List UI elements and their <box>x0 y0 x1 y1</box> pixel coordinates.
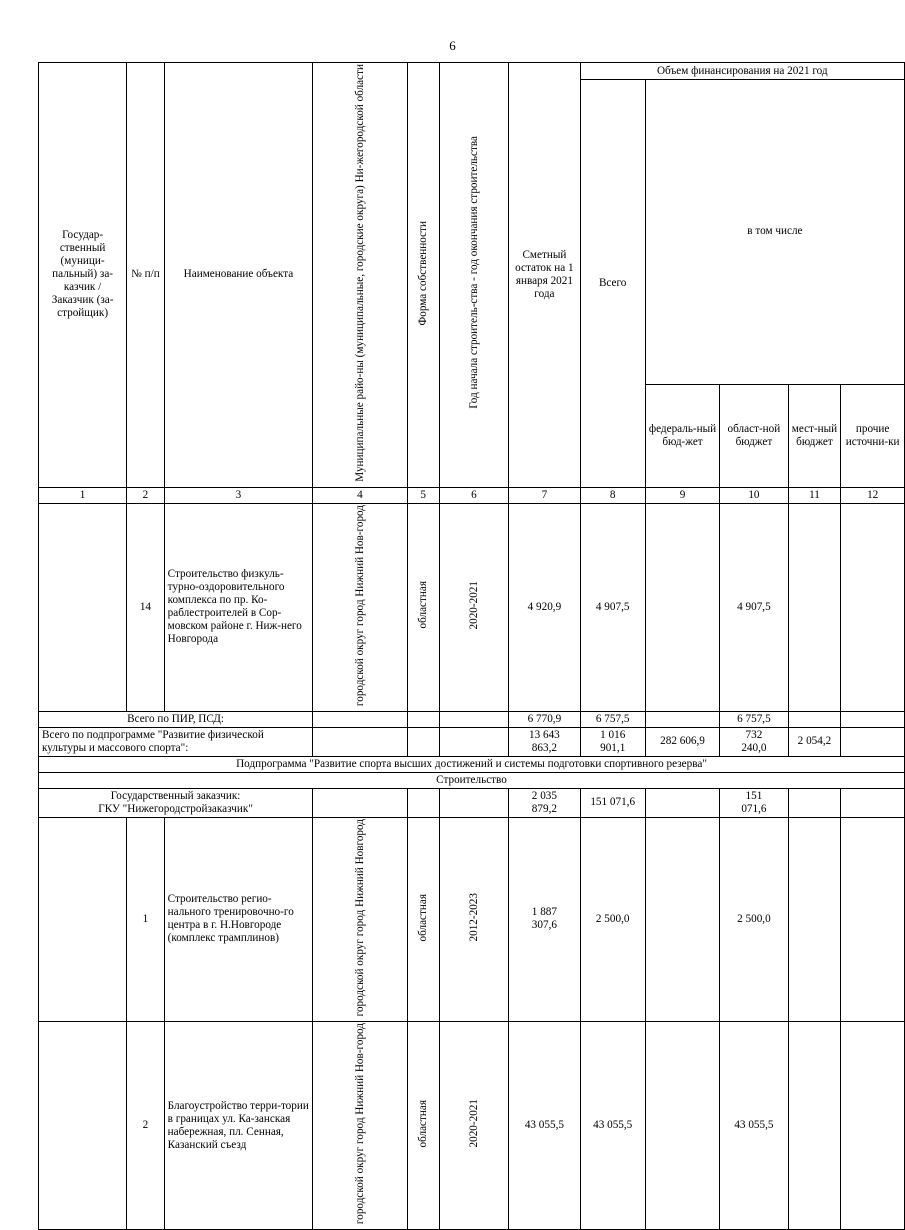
investment-table <box>38 62 905 1230</box>
estimate-line-1: 13 643 <box>529 728 560 741</box>
federal <box>645 788 719 817</box>
municipality-cell <box>313 1022 408 1230</box>
col-number: 1 <box>39 487 127 503</box>
federal: 282 606,9 <box>645 727 719 756</box>
years: 2012-2023 <box>467 893 480 942</box>
estimate-line-2: 307,6 <box>531 919 557 932</box>
years-cell <box>439 817 509 1021</box>
estimate: 43 055,5 <box>509 1022 580 1230</box>
years-cell <box>439 1022 509 1230</box>
ownership: областная <box>416 581 429 629</box>
empty-cell <box>313 788 408 817</box>
col-number: 11 <box>788 487 841 503</box>
row-num: 1 <box>127 817 164 1021</box>
table-row-object-1 <box>39 817 905 1021</box>
table-row-state-customer <box>39 788 905 817</box>
header-years: Год начала строитель-ства - год окончания строительства <box>467 136 480 410</box>
object-name: Строительство физкуль-турно-оздоровительного комплекса по пр. Ко-раблестроителей в Сор-мовском районе г. Ниж-него Новгорода <box>164 503 313 711</box>
empty-cell <box>39 1022 127 1230</box>
header-num: № п/п <box>127 63 164 488</box>
empty-cell <box>313 727 408 756</box>
municipality: городской округ город Нижний Нов-город <box>353 1023 366 1225</box>
empty-cell <box>439 711 509 727</box>
total-line-2: 901,1 <box>600 741 626 754</box>
empty-cell <box>407 727 439 756</box>
years-cell <box>439 503 509 711</box>
header-federal: федераль-ный бюд-жет <box>645 384 719 487</box>
total: 6 757,5 <box>580 711 645 727</box>
municipality-cell <box>313 817 408 1021</box>
col-number: 2 <box>127 487 164 503</box>
header-ownership-cell <box>407 63 439 488</box>
estimate: 4 920,9 <box>509 503 580 711</box>
table-row-object-2 <box>39 1022 905 1230</box>
header-local: мест-ный бюджет <box>788 384 841 487</box>
estimate: 6 770,9 <box>509 711 580 727</box>
municipality: городской округ город Нижний Новгород <box>353 818 366 1017</box>
local <box>788 788 841 817</box>
table-row-pir-total <box>39 711 905 727</box>
ownership-cell <box>407 1022 439 1230</box>
ownership: областная <box>416 893 429 942</box>
other <box>841 503 905 711</box>
other <box>841 711 905 727</box>
col-number: 7 <box>509 487 580 503</box>
header-object-name: Наименование объекта <box>164 63 313 488</box>
header-regional: област-ной бюджет <box>720 384 788 487</box>
subprogram-title: Подпрограмма "Развитие спорта высших достижений и системы подготовки спортивного резерва" <box>39 756 905 772</box>
local <box>788 503 841 711</box>
column-numbers-row <box>39 487 905 503</box>
page-number: 6 <box>449 38 456 53</box>
total: 4 907,5 <box>580 503 645 711</box>
object-name: Строительство регио-нального тренировочно-го центра в г. Н.Новгороде (комплекс трамплинов) <box>164 817 313 1021</box>
regional: 43 055,5 <box>720 1022 788 1230</box>
row-num: 2 <box>127 1022 164 1230</box>
header-ownership: Форма собственности <box>416 220 429 326</box>
local <box>788 711 841 727</box>
empty-cell <box>39 503 127 711</box>
regional-line-2: 240,0 <box>741 741 767 754</box>
header-customer: Государ-ственный (муници-пальный) за-казчик / Заказчик (за-стройщик) <box>39 63 127 488</box>
other <box>841 817 905 1021</box>
years: 2020-2021 <box>467 1099 480 1148</box>
header-municipality-cell <box>313 63 408 488</box>
municipality-cell <box>313 503 408 711</box>
empty-cell <box>407 788 439 817</box>
object-name: Благоустройство терри-тории в границах ул. Ка-занская набережная, пл. Сенная, Казанский съезд <box>164 1022 313 1230</box>
col-number: 10 <box>720 487 788 503</box>
estimate-line-2: 863,2 <box>531 741 557 754</box>
estimate-line-1: 1 887 <box>531 906 557 919</box>
regional <box>720 727 788 756</box>
header-years-cell <box>439 63 509 488</box>
federal <box>645 817 719 1021</box>
regional-line-1: 151 <box>745 789 763 802</box>
header-total: Всего <box>580 80 645 488</box>
total: 151 071,6 <box>580 788 645 817</box>
local <box>788 817 841 1021</box>
estimate <box>509 817 580 1021</box>
other <box>841 788 905 817</box>
header-estimate: Сметный остаток на 1 января 2021 года <box>509 63 580 488</box>
estimate-line-1: 2 035 <box>531 789 557 802</box>
col-number: 3 <box>164 487 313 503</box>
row-num: 14 <box>127 503 164 711</box>
col-number: 6 <box>439 487 509 503</box>
ownership: областная <box>416 1099 429 1148</box>
customer-label-line-1: Государственный заказчик: <box>110 789 241 802</box>
regional <box>720 788 788 817</box>
local: 2 054,2 <box>788 727 841 756</box>
years: 2020-2021 <box>467 581 480 630</box>
col-number: 12 <box>841 487 905 503</box>
estimate <box>509 788 580 817</box>
regional-line-1: 732 <box>745 728 763 741</box>
subprogram-total-label: Всего по подпрограмме "Развитие физической культуры и массового спорта": <box>39 727 313 756</box>
total: 43 055,5 <box>580 1022 645 1230</box>
col-number: 5 <box>407 487 439 503</box>
pir-total-label: Всего по ПИР, ПСД: <box>39 711 313 727</box>
federal <box>645 711 719 727</box>
regional: 6 757,5 <box>720 711 788 727</box>
estimate-line-2: 879,2 <box>531 802 557 815</box>
empty-cell <box>439 788 509 817</box>
ownership-cell <box>407 817 439 1021</box>
estimate <box>509 727 580 756</box>
regional: 4 907,5 <box>720 503 788 711</box>
empty-cell <box>407 711 439 727</box>
total: 2 500,0 <box>580 817 645 1021</box>
col-number: 8 <box>580 487 645 503</box>
empty-cell <box>313 711 408 727</box>
other <box>841 727 905 756</box>
municipality: городской округ город Нижний Нов-город <box>353 504 366 706</box>
table-row-subprogram-total <box>39 727 905 756</box>
header-including: в том числе <box>645 80 904 385</box>
section-title: Строительство <box>39 772 905 788</box>
federal <box>645 1022 719 1230</box>
state-customer-label <box>39 788 313 817</box>
regional-line-2: 071,6 <box>741 802 767 815</box>
customer-label-line-2: ГКУ "Нижегородстройзаказчик" <box>98 802 253 815</box>
table-row-object-14 <box>39 503 905 711</box>
empty-cell <box>439 727 509 756</box>
header-municipality: Муниципальные райо-ны (муниципальные, городские округа) Ни-жегородской области <box>353 64 366 482</box>
federal <box>645 503 719 711</box>
col-number: 9 <box>645 487 719 503</box>
col-number: 4 <box>313 487 408 503</box>
header-funding-group: Объем финансирования на 2021 год <box>580 63 904 80</box>
header-other: прочие источни-ки <box>841 384 905 487</box>
total <box>580 727 645 756</box>
ownership-cell <box>407 503 439 711</box>
regional: 2 500,0 <box>720 817 788 1021</box>
local <box>788 1022 841 1230</box>
total-line-1: 1 016 <box>600 728 626 741</box>
other <box>841 1022 905 1230</box>
empty-cell <box>39 817 127 1021</box>
